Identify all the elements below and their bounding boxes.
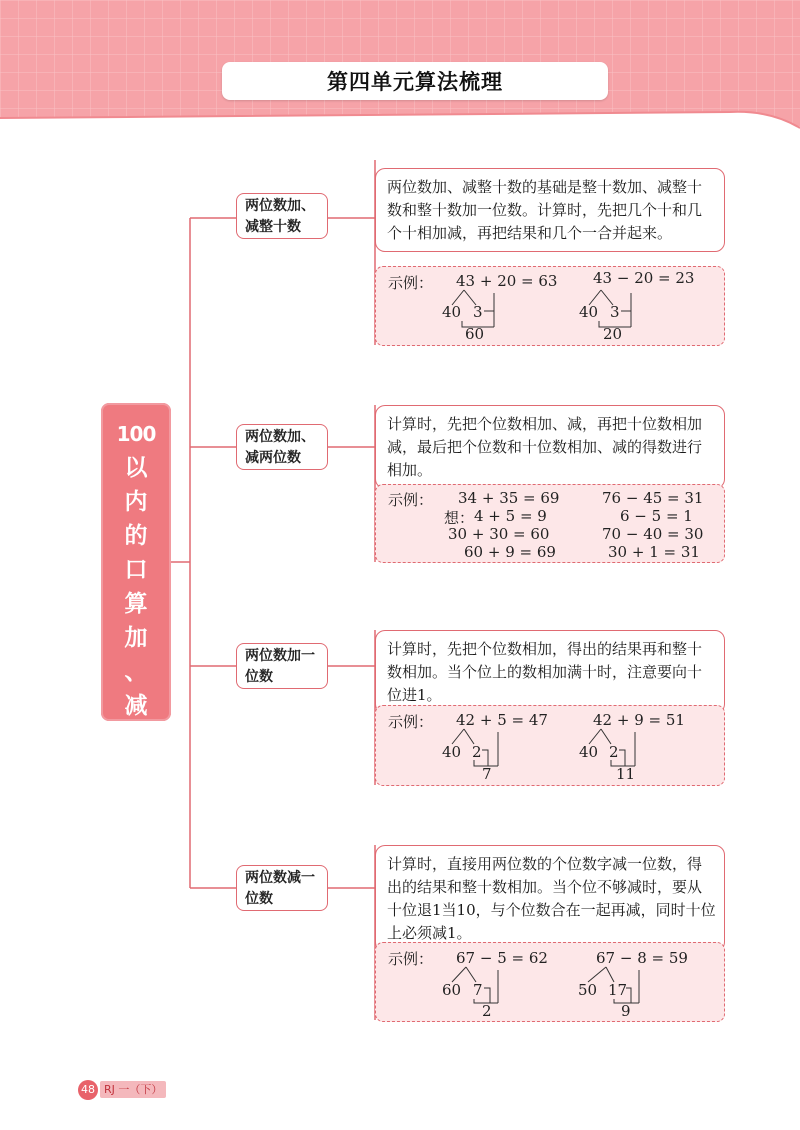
topic-char: 口	[124, 557, 148, 583]
topic-label	[101, 417, 171, 757]
topic-char: 算	[124, 591, 148, 617]
split-number: 17	[608, 981, 628, 999]
description-box-3	[375, 630, 725, 714]
equation-line: 30 + 1 = 31	[608, 543, 700, 561]
branch-label-1	[236, 193, 328, 239]
split-number: 40	[579, 743, 599, 761]
split-result: 2	[482, 1002, 492, 1020]
edition-label: RJ 一（下）	[100, 1081, 166, 1098]
example-box-2	[375, 484, 725, 563]
split-number: 3	[473, 303, 483, 321]
split-result: 7	[482, 765, 492, 783]
example-label-3: 示例：	[388, 713, 434, 731]
split-number: 60	[442, 981, 462, 999]
equation-line: 76 − 45 = 31	[602, 489, 704, 507]
description-2: 计算时，先把个位数相加、减，再把十位数相加减，最后把个位数和十位数相加、减的得数进行相加。	[387, 415, 703, 479]
equation-line: 34 + 35 = 69	[458, 489, 560, 507]
page-number: 48	[78, 1080, 98, 1100]
split-number: 2	[472, 743, 482, 761]
branch-2-text: 两位数加、减两位数	[245, 429, 315, 466]
example-label-1: 示例：	[388, 274, 434, 292]
example-label-2: 示例：	[388, 491, 434, 509]
topic-char: 的	[124, 523, 148, 549]
split-number: 40	[442, 743, 462, 761]
example-equation: 42 + 9 = 51	[593, 711, 685, 729]
branch-label-3	[236, 643, 328, 689]
example-box-1	[375, 266, 725, 346]
equation-line: 4 + 5 = 9	[474, 507, 547, 525]
equation-line: 30 + 30 = 60	[448, 525, 550, 543]
split-number: 2	[609, 743, 619, 761]
branch-3-text: 两位数加一位数	[245, 648, 315, 685]
topic-char: 内	[124, 489, 148, 515]
description-box-4	[375, 845, 725, 952]
topic-char: 、	[124, 659, 148, 685]
topic-char: 以	[124, 455, 148, 481]
description-3: 计算时，先把个位数相加，得出的结果再和整十数相加。当个位上的数相加满十时，注意要向十位进1。	[387, 640, 703, 704]
split-result: 9	[621, 1002, 631, 1020]
example-equation: 67 − 8 = 59	[596, 949, 688, 967]
description-1: 两位数加、减整十数的基础是整十数加、减整十数和整十数加一位数。计算时，先把几个十和几个十相加减，再把结果和几个一合并起来。	[387, 178, 703, 242]
example-equation: 43 + 20 = 63	[456, 272, 558, 290]
example-box-3	[375, 705, 725, 786]
branch-label-4	[236, 865, 328, 911]
split-result: 60	[465, 325, 485, 343]
equation-line: 6 − 5 = 1	[620, 507, 693, 525]
page-title: 第四单元算法梳理	[222, 62, 608, 100]
equation-line: 70 − 40 = 30	[602, 525, 704, 543]
split-result: 20	[603, 325, 623, 343]
think-label: 想：	[444, 509, 475, 527]
topic-char: 法	[124, 727, 148, 753]
split-number: 50	[578, 981, 598, 999]
example-equation: 42 + 5 = 47	[456, 711, 548, 729]
topic-char: 加	[124, 625, 148, 651]
split-number: 40	[579, 303, 599, 321]
split-number: 40	[442, 303, 462, 321]
example-equation: 43 − 20 = 23	[593, 269, 695, 287]
example-label-4: 示例：	[388, 950, 434, 968]
example-box-4	[375, 942, 725, 1022]
split-number: 7	[473, 981, 483, 999]
topic-char: 减	[124, 693, 148, 719]
description-box-1	[375, 168, 725, 252]
branch-4-text: 两位数减一位数	[245, 870, 315, 907]
split-result: 11	[616, 765, 636, 783]
description-4: 计算时，直接用两位数的个位数字减一位数，得出的结果和整十数相加。当个位不够减时，要从十位退1当10，与个位数合在一起再减，同时十位上必须减1。	[387, 855, 716, 942]
branch-1-text: 两位数加、减整十数	[245, 198, 315, 235]
topic-box	[101, 403, 171, 753]
topic-char: 100	[116, 422, 156, 446]
branch-label-2	[236, 424, 328, 470]
split-number: 3	[610, 303, 620, 321]
example-equation: 67 − 5 = 62	[456, 949, 548, 967]
description-box-2	[375, 405, 725, 489]
equation-line: 60 + 9 = 69	[464, 543, 556, 561]
